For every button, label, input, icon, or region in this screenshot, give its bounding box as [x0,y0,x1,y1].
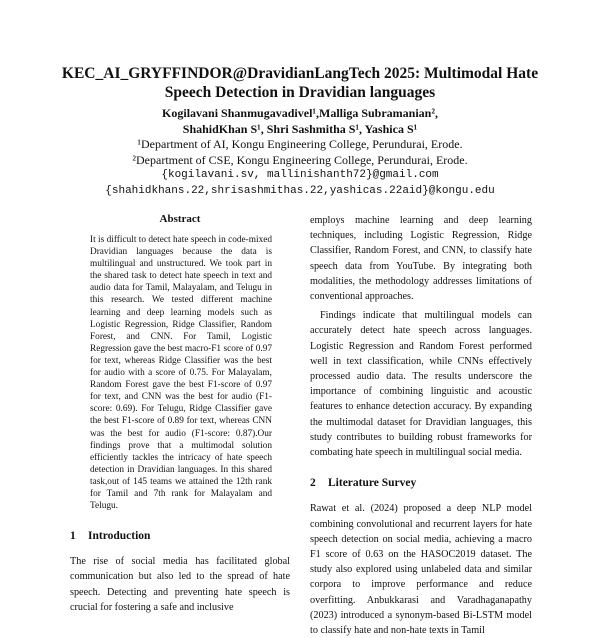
introduction-heading [70,530,290,542]
literature-survey-title: Literature Survey [328,477,417,490]
affiliation-1: ¹Department of AI, Kongu Engineering College, Perundurai, Erode. [137,137,463,151]
email-line-1: {kogilavani.sv, mallinishanth72}@gmail.com [161,169,439,181]
email-line-2: {shahidkhans.22,shrisashmithas.22,yashicas.22aid}@kongu.edu [105,184,495,197]
left-column [70,213,290,615]
right-column [310,213,532,638]
literature-survey-text: Rawat et al. (2024) proposed a deep NLP model combining convolutional and recurrent layers for hate speech detection on social media, achieving a macro F1 score of 0.63 on the HASOC2019 dataset. The study also explored using unlabeled data and similar corpora to improve performance and reduce overfitting. Anbukkarasi and Varadhaganapathy (2023) introduced a synonym-based Bi-LSTM model to classify hate and non-hate texts in Tamil [310,503,532,637]
paper-title: KEC_AI_GRYFFINDOR@DravidianLangTech 2025: Multimodal Hate Speech Detection in Dravidian languages [61,65,539,101]
author-line-1: Kogilavani Shanmugavadivel¹,Malliga Subramanian², [162,106,438,120]
right-paragraph-1: employs machine learning and deep learning techniques, including Logistic Regression, Ridge Classifier, Random Forest, and CNN, to classify hate speech data from YouTube. By integrating both modalities, the methodology addresses limitations of conventional approaches. [310,215,532,303]
introduction-text: The rise of social media has facilitated global communication but also led to the spread of hate speech. Detecting and preventing hate speech is crucial for fostering a safe and inclusive [70,556,290,613]
right-paragraph-2: Findings indicate that multilingual models can accurately detect hate speech across languages. Logistic Regression and Random Forest performed well in text classification, while CNNs effectively processed audio data. The results underscore the importance of combining linguistic and acoustic features to enhance detection accuracy. By expanding the multimodal dataset for Dravidian languages, this study contributes to building robust frameworks for combating hate speech in multilingual social media. [310,310,532,459]
introduction-number: 1 [70,530,76,543]
abstract-heading: Abstract [159,213,201,225]
author-line-2: ShahidKhan S¹, Shri Sashmitha S¹, Yashica S¹ [182,121,418,136]
literature-survey-number: 2 [310,477,316,490]
author-block [40,106,560,199]
literature-survey-heading [310,476,532,491]
affiliation-2: ²Department of CSE, Kongu Engineering College, Perundurai, Erode. [132,152,468,167]
abstract-text: It is difficult to detect hate speech in code-mixed Dravidian languages because the data is multilingual and unstructured. We took part in the shared task to detect hate speech in text and audio data for Tamil, Malayalam, and Telugu in this research. We tested different machine learning and deep learning models such as Logistic Regression, Ridge Classifier, Random Forest, and CNN. For Tamil, Logistic Regression gave the best macro-F1 score of 0.97 for text, whereas Ridge Classifier was the best for audio with a score of 0.75. For Malayalam, Random Forest gave the best F1-score of 0.97 for text, and CNN was the best for audio (F1-score: 0.69). For Telugu, Ridge Classifier gave the best F1-score of 0.89 for text, whereas CNN was the best for audio (F1-score: 0.87).Our findings prove that a multimodal solution efficiently tackles the intricacy of hate speech detection in Dravidian languages. In this shared task,out of 145 teams we attained the 12th rank for Tamil and 7th rank for Malayalam and Telugu. [90,235,272,512]
introduction-title: Introduction [88,530,151,543]
